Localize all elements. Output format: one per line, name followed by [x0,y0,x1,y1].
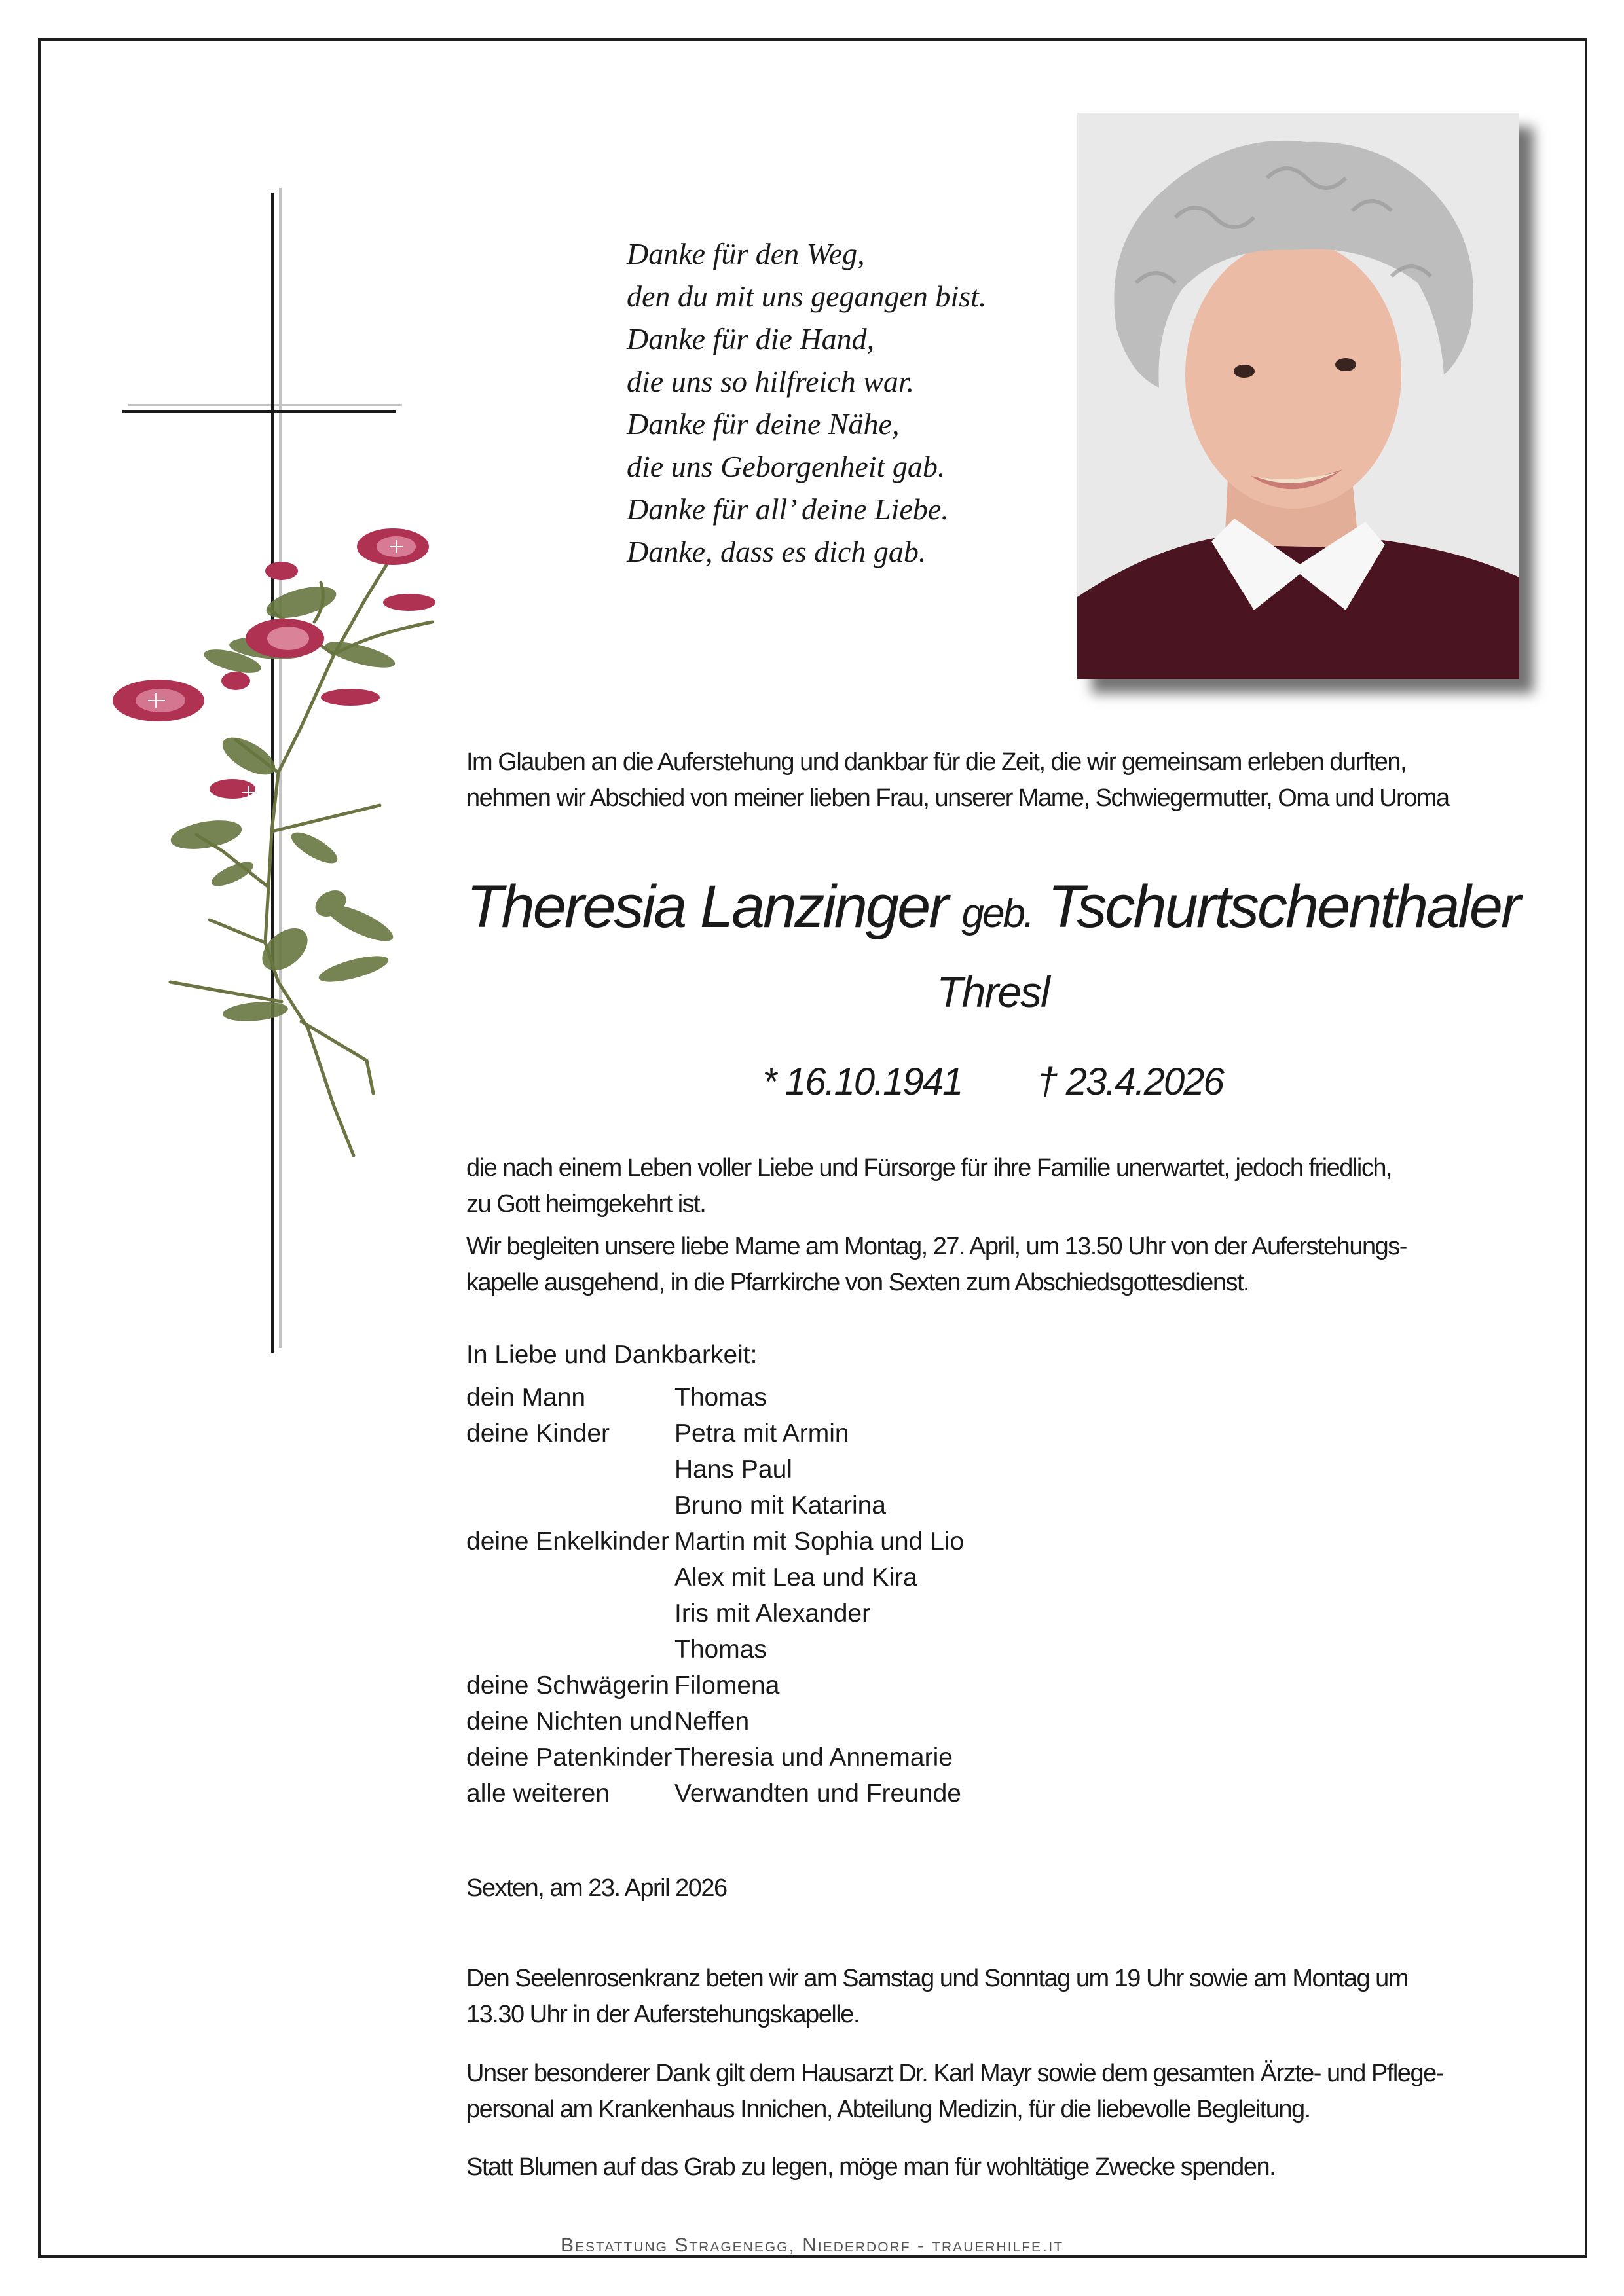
mourner-row [466,1523,964,1559]
relation-label [466,1595,674,1631]
relative-names: Hans Paul [674,1455,792,1484]
roses-illustration [105,524,471,1283]
cross-horizontal [122,410,396,413]
mourner-row [466,1740,964,1776]
mourners-heading: In Liebe und Dankbarkeit: [466,1341,758,1369]
relative-names: Petra mit Armin [674,1419,849,1448]
life-dates [466,1059,1519,1105]
funeral-home-footer: Bestattung Stragenegg, Niederdorf - trauerhilfe.it [560,2234,1064,2256]
poem-line: die uns Geborgenheit gab. [627,450,946,483]
relative-names: Thomas [674,1635,767,1664]
donation-text [466,2149,1519,2185]
mourner-row [466,1379,964,1415]
relation-label: alle weiteren [466,1779,610,1808]
thanks-text [466,2056,1519,2128]
relative-names: Filomena [674,1671,780,1700]
mourner-row [466,1631,964,1667]
mourner-row [466,1415,964,1451]
relative-names: Verwandten und Freunde [674,1779,961,1808]
intro-line-1: Im Glauben an die Auferstehung und dankbar für die Zeit, die wir gemeinsam erleben durften, [466,748,1407,776]
rosary-text [466,1961,1519,2033]
relation-label: deine Schwägerin [466,1671,670,1700]
poem-line: den du mit uns gegangen bist. [627,280,987,313]
relative-names: Bruno mit Katarina [674,1491,886,1520]
relation-label: deine Nichten und [466,1707,673,1736]
relative-names: Thomas [674,1383,767,1412]
place-and-date: Sexten, am 23. April 2026 [466,1874,727,1902]
deceased-nickname: Thresl [936,968,1049,1016]
donation-line: Statt Blumen auf das Grab zu legen, möge man für wohltätige Zwecke spenden. [466,2153,1276,2181]
poem [627,232,986,573]
mourner-row [466,1667,964,1704]
mourner-row [466,1704,964,1740]
birth-date: * 16.10.1941 [762,1061,963,1103]
relation-label [466,1631,674,1667]
death-date: † 23.4.2026 [1037,1061,1223,1103]
relation-label [466,1487,674,1523]
deceased-maiden-name: Tschurtschenthaler [1047,873,1519,940]
poem-line: Danke, dass es dich gab. [627,535,927,568]
mourners-list [466,1337,964,1812]
funeral-line-2: kapelle ausgehend, in die Pfarrkirche von Sexten zum Abschiedsgottesdienst. [466,1269,1249,1296]
passing-line-2: zu Gott heimgekehrt ist. [466,1190,706,1218]
thanks-line-2: personal am Krankenhaus Innichen, Abteilung Medizin, für die liebevolle Begleitung. [466,2096,1310,2123]
mourner-row [466,1776,964,1812]
relation-label: dein Mann [466,1383,586,1412]
poem-line: Danke für den Weg, [627,237,865,270]
relation-label: deine Patenkinder [466,1743,673,1772]
relative-names: Alex mit Lea und Kira [674,1563,917,1592]
funeral-text [466,1229,1519,1301]
relation-label [466,1559,674,1595]
passing-text [466,1150,1519,1222]
poem-line: Danke für die Hand, [627,322,875,355]
mourner-row [466,1451,964,1487]
thanks-line-1: Unser besonderer Dank gilt dem Hausarzt Dr. Karl Mayr sowie dem gesamten Ärzte- und Pflege- [466,2060,1443,2087]
poem-line: Danke für deine Nähe, [627,407,900,441]
deceased-first-last: Theresia Lanzinger [466,873,947,940]
relation-label [466,1451,674,1487]
relative-names: Theresia und Annemarie [674,1743,953,1772]
poem-line: Danke für all’ deine Liebe. [627,492,949,526]
deceased-name [466,871,1519,950]
relative-names: Martin mit Sophia und Lio [674,1527,965,1556]
passing-line-1: die nach einem Leben voller Liebe und Fürsorge für ihre Familie unerwartet, jedoch friedlich, [466,1154,1392,1182]
mourner-row [466,1559,964,1595]
intro-line-2: nehmen wir Abschied von meiner lieben Frau, unserer Mame, Schwiegermutter, Oma und Uroma [466,784,1449,812]
poem-line: die uns so hilfreich war. [627,365,915,398]
relation-label: deine Kinder [466,1419,610,1448]
mourner-row [466,1595,964,1631]
funeral-line-1: Wir begleiten unsere liebe Mame am Montag, 27. April, um 13.50 Uhr von der Auferstehungs- [466,1233,1407,1260]
mourner-row [466,1487,964,1523]
relation-label: deine Enkelkinder [466,1527,670,1556]
portrait-photo [1077,113,1519,679]
geb-label: geb. [961,891,1033,936]
rosary-line-2: 13.30 Uhr in der Auferstehungskapelle. [466,2001,859,2028]
relative-names: Neffen [674,1707,750,1736]
relative-names: Iris mit Alexander [674,1599,871,1628]
cross-horizontal-shadow [128,404,402,406]
rosary-line-1: Den Seelenrosenkranz beten wir am Samstag und Sonntag um 19 Uhr sowie am Montag um [466,1965,1408,1992]
intro-text [466,744,1519,816]
